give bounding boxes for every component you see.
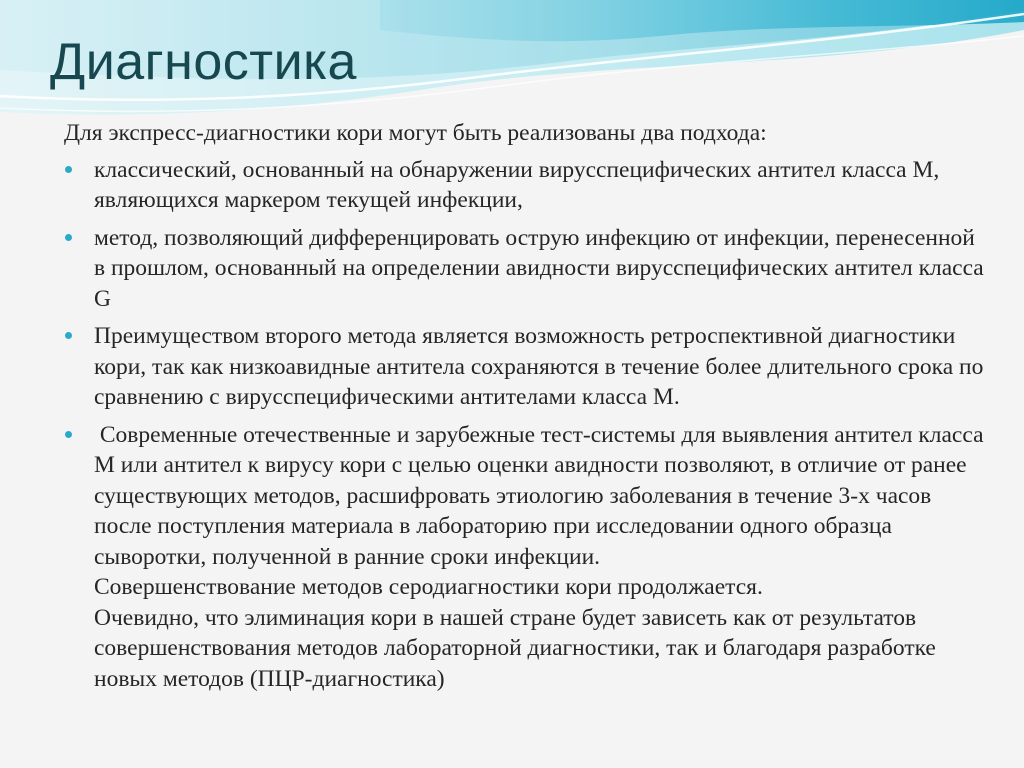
bullet-text: Преимуществом второго метода является возможность ретроспективной диагностики кори, так как низкоавидные антитела сохраняются в течение более длительного срока по сравнению с вирусспецифическими антителами класса М. (94, 323, 984, 410)
bullet-text-continued: Совершенствование методов серодиагностики кори продолжается. (94, 574, 763, 600)
bullet-text: Современные отечественные и зарубежные тест-системы для выявления антител класса М или антител к вирусу кори с целью оценки авидности позволяют, в отличие от ранее существующих методов, расшифровать этиологию заболевания в течение 3-х часов после поступления материала в лабораторию при исследовании одного образца сыворотки, полученной в ранние сроки инфекции. (94, 421, 990, 570)
bullet-text: метод, позволяющий дифференцировать острую инфекцию от инфекции, перенесенной в прошлом, основанный на определении авидности вирусспецифических антител класса G (94, 224, 984, 312)
bullet-dot-icon (65, 166, 72, 173)
bullet-dot-icon (65, 332, 72, 339)
bullet-text: классический, основанный на обнаружении вирусспецифических антител класса М, являющихся маркером текущей инфекции, (94, 156, 940, 213)
bullet-dot-icon (65, 234, 72, 241)
slide-title: Диагностика (50, 33, 357, 91)
bullet-item (64, 223, 984, 315)
bullet-item (64, 321, 984, 413)
bullet-list (64, 155, 990, 695)
bullet-item (64, 155, 984, 216)
slide-body (64, 118, 990, 701)
intro-text: Для экспресс-диагностики кори могут быть реализованы два подхода: (64, 120, 767, 146)
bullet-item (64, 420, 990, 695)
bullet-dot-icon (65, 431, 72, 438)
bullet-text-continued: Очевидно, что элиминация кори в нашей стране будет зависеть как от результатов совершенствования методов лабораторной диагностики, так и благодаря разработке новых методов (ПЦР-диагностика) (94, 604, 936, 692)
